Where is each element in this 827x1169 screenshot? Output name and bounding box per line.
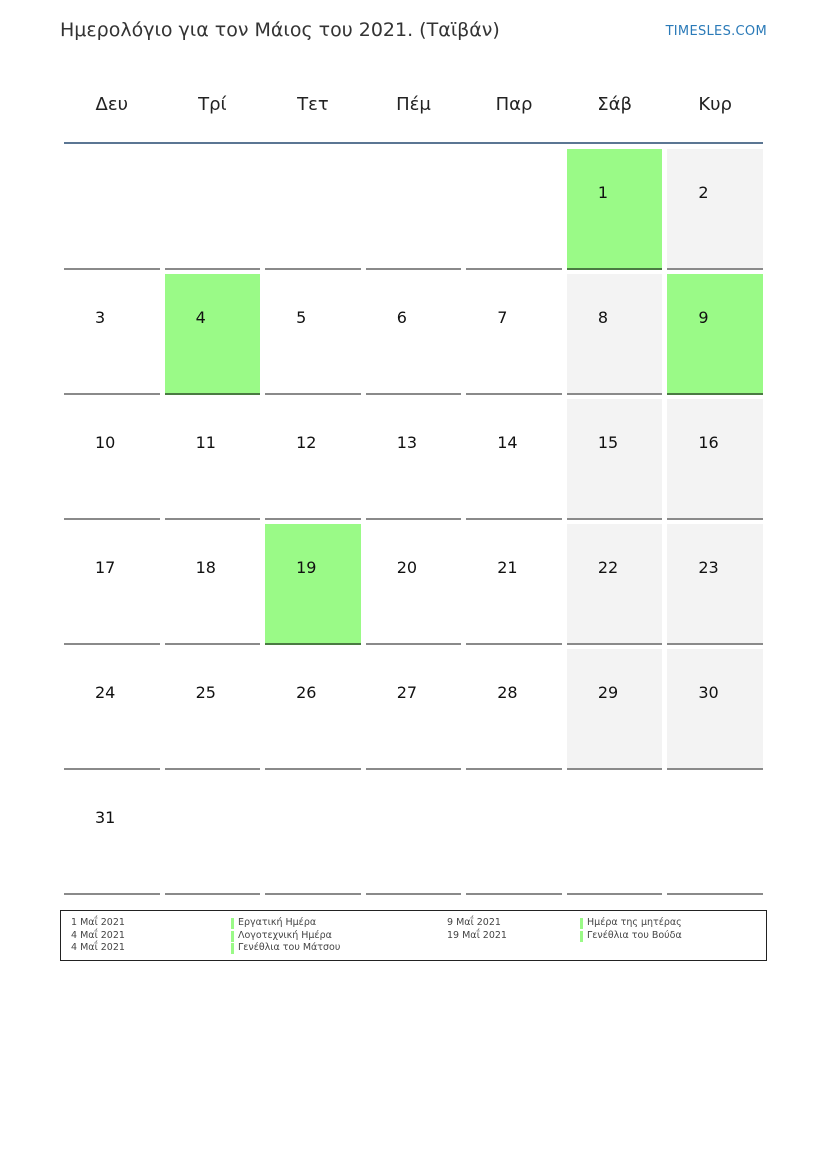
weekday-sunday: Κυρ	[698, 93, 732, 115]
week-row	[64, 149, 763, 274]
weekday-monday: Δευ	[95, 93, 129, 115]
day-cell[interactable]	[64, 274, 160, 395]
legend-event	[231, 930, 431, 943]
day-cell[interactable]	[667, 524, 763, 645]
weekday-friday: Παρ	[495, 93, 533, 115]
day-cell[interactable]	[466, 399, 562, 520]
day-number: 6	[396, 308, 407, 327]
day-number: 24	[95, 683, 116, 702]
week-row	[64, 524, 763, 649]
week-row	[64, 649, 763, 774]
day-number: 5	[296, 308, 307, 327]
day-number: 29	[597, 683, 619, 702]
day-number: 4	[195, 308, 206, 327]
legend-right-events	[580, 917, 760, 942]
day-cell[interactable]	[667, 399, 763, 520]
legend-left-dates	[71, 917, 221, 955]
day-cell[interactable]	[567, 274, 663, 395]
empty-day-cell	[265, 774, 361, 895]
empty-day-cell	[667, 774, 763, 895]
day-number: 28	[497, 683, 518, 702]
day-cell[interactable]	[165, 399, 261, 520]
day-number: 17	[95, 558, 116, 577]
day-cell[interactable]	[265, 274, 361, 395]
day-cell[interactable]	[366, 524, 462, 645]
day-number: 9	[698, 308, 709, 327]
site-link[interactable]: TIMESLES.COM	[665, 24, 767, 39]
legend-date: 4 Μαΐ 2021	[71, 942, 125, 953]
day-cell[interactable]	[366, 274, 462, 395]
empty-day-cell	[466, 774, 562, 895]
holiday-color-marker	[580, 918, 583, 929]
day-number: 21	[497, 558, 518, 577]
day-cell[interactable]	[567, 524, 663, 645]
legend-right-dates	[447, 917, 567, 942]
day-cell[interactable]	[466, 274, 562, 395]
day-number: 31	[95, 808, 116, 827]
day-number: 30	[698, 683, 719, 702]
day-cell[interactable]	[466, 524, 562, 645]
empty-day-cell	[567, 774, 663, 895]
weeks-container	[64, 144, 763, 899]
empty-day-cell	[265, 149, 361, 270]
page-title: Ημερολόγιο για τον Μάιος του 2021. (Ταϊβάν)	[60, 19, 500, 41]
week-row	[64, 774, 763, 899]
legend-event	[580, 917, 760, 930]
weekday-tuesday: Τρί	[198, 93, 227, 115]
day-number: 27	[396, 683, 418, 702]
day-number: 16	[698, 433, 719, 452]
day-number: 22	[597, 558, 619, 577]
legend-date: 4 Μαΐ 2021	[71, 929, 125, 941]
day-cell[interactable]	[165, 524, 261, 645]
day-number: 26	[296, 683, 317, 702]
day-number: 18	[195, 558, 216, 577]
day-cell[interactable]	[366, 399, 462, 520]
weekday-header	[64, 64, 763, 144]
day-number: 12	[296, 433, 317, 452]
legend-date: 9 Μαΐ 2021	[447, 917, 501, 928]
day-cell[interactable]	[265, 524, 361, 645]
legend-event-label: Γενέθλια του Μάτσου	[238, 942, 341, 953]
day-cell[interactable]	[667, 149, 763, 270]
legend-left-events	[231, 917, 431, 955]
day-cell[interactable]	[265, 649, 361, 770]
day-number: 3	[95, 308, 106, 327]
day-number: 23	[698, 558, 719, 577]
day-cell[interactable]	[567, 399, 663, 520]
legend-event-label: Ημέρα της μητέρας	[587, 917, 682, 928]
day-number: 19	[296, 558, 317, 577]
legend-event	[231, 942, 431, 955]
empty-day-cell	[165, 774, 261, 895]
legend-event-label: Εργατική Ημέρα	[238, 917, 317, 928]
legend-event-label: Λογοτεχνική Ημέρα	[238, 929, 332, 941]
holiday-color-marker	[231, 931, 234, 942]
weekday-thursday: Πέμ	[396, 93, 431, 115]
holiday-color-marker	[580, 931, 583, 942]
day-cell[interactable]	[64, 774, 160, 895]
empty-day-cell	[366, 149, 462, 270]
day-cell[interactable]	[366, 649, 462, 770]
day-cell[interactable]	[165, 649, 261, 770]
day-cell[interactable]	[64, 649, 160, 770]
day-cell[interactable]	[466, 649, 562, 770]
legend-event	[580, 930, 760, 943]
day-cell[interactable]	[667, 649, 763, 770]
day-cell[interactable]	[667, 274, 763, 395]
empty-day-cell	[165, 149, 261, 270]
day-number: 2	[698, 183, 709, 202]
day-cell[interactable]	[165, 274, 261, 395]
day-number: 13	[396, 433, 418, 452]
day-cell[interactable]	[567, 649, 663, 770]
legend-date: 1 Μαΐ 2021	[71, 917, 125, 928]
day-number: 10	[95, 433, 116, 452]
day-number: 8	[597, 308, 608, 327]
day-number: 15	[597, 433, 619, 452]
day-cell[interactable]	[265, 399, 361, 520]
day-cell[interactable]	[64, 399, 160, 520]
holiday-color-marker	[231, 918, 234, 929]
holiday-color-marker	[231, 943, 234, 954]
day-number: 14	[497, 433, 518, 452]
day-number: 20	[396, 558, 418, 577]
weekday-wednesday: Τετ	[297, 93, 329, 115]
holiday-legend	[60, 910, 767, 961]
day-number: 25	[195, 683, 216, 702]
legend-event	[231, 917, 431, 930]
day-cell[interactable]	[567, 149, 663, 270]
day-number: 1	[597, 183, 608, 202]
legend-event-label: Γενέθλια του Βούδα	[587, 929, 682, 941]
empty-day-cell	[466, 149, 562, 270]
calendar-grid	[64, 64, 763, 899]
week-row	[64, 274, 763, 399]
week-row	[64, 399, 763, 524]
day-cell[interactable]	[64, 524, 160, 645]
legend-date: 19 Μαΐ 2021	[447, 929, 507, 941]
empty-day-cell	[64, 149, 160, 270]
day-number: 7	[497, 308, 508, 327]
weekday-saturday: Σάβ	[597, 93, 632, 115]
day-number: 11	[195, 433, 216, 452]
empty-day-cell	[366, 774, 462, 895]
